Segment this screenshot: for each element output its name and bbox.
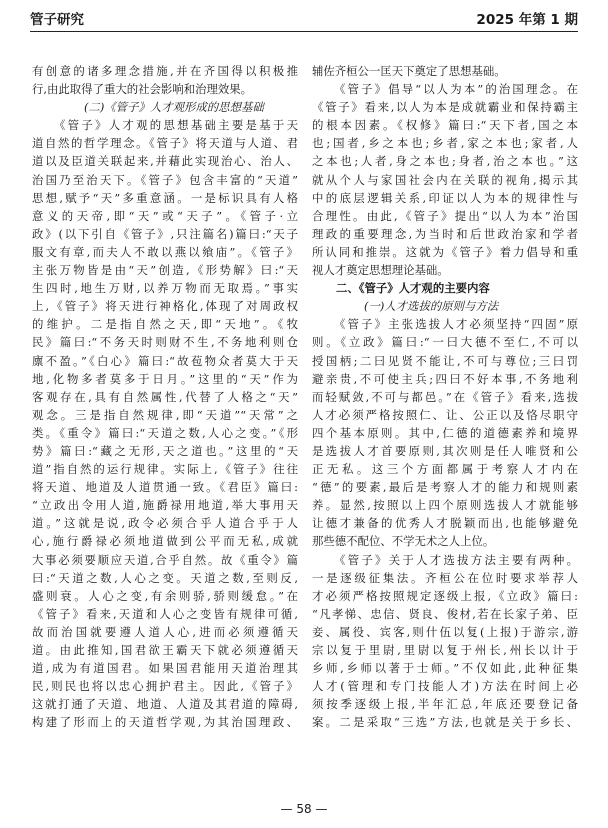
page-number: — 58 — [280,802,328,816]
text-line: 才必须严格按照规定逐级上报,《立政》篇曰: [312,588,578,603]
text-line: 主张万物皆是由“天”创造,《形势解》曰:“天 [32,263,298,278]
text-line: 地,化物多者莫多于日月。”这里的“天”作为 [32,371,298,386]
paragraph-end-line: 视人才奠定思想理论基础。 [312,263,449,278]
paragraph-start-line: 《管子》主张选拔人才必须坚持“四固”原 [334,317,578,332]
text-line: “凡孝悌、忠信、贤良、俊材,若在长家子弟、臣 [312,606,578,621]
text-line: 意义的天帝,即“天”或“天子”。《管子·立 [32,208,298,223]
text-line: 思想,赋予“天”多重意涵。一是标识具有人格 [32,190,298,205]
text-line: 就从个人与家国社会内在关联的视角,揭示其 [312,172,578,187]
text-line: 的根本因素。《权修》篇曰:“天下者,国之本 [312,118,578,133]
text-line: 乡师,乡师以著于士师。”不仅如此,此种征集 [312,661,578,676]
text-line: 生四时,地生万财,以养万物而无取焉。”事实 [32,281,298,296]
text-line: 《管子》看来,以人为本是成就霸业和保持霸主 [312,100,578,115]
text-line: 人才(管理和专门技能人才)方法在时间上必 [312,679,578,694]
text-line: 合理性。由此,《管子》提出“以人为本”治国 [312,208,578,223]
text-line: 案。二是采取“三选”方法,也就是关于乡长、 [312,715,578,730]
text-line: 是选拔人才首要原则,其次则是任人唯贤和公 [312,443,578,458]
text-line: 势》篇曰:“藏之无形,天之道也。”这里的“天 [32,443,298,458]
text-line: 心,施行爵禄必须地道做到公平而无私,成就 [32,534,298,549]
text-line: 类。《重令》篇曰:“天道之数,人心之变。”《形 [32,425,298,440]
text-line: 所认同和推崇。这就为《管子》着力倡导和重 [312,244,578,259]
text-line: 而轻赋敛,不可与都邑。”在《管子》看来,选拔 [312,389,578,404]
text-line: 民》篇曰:“不务天时则财不生,不务地利则仓 [32,335,298,350]
text-line: 理政的重要理念,为当时和后世政治家和学者 [312,226,578,241]
text-line: 构建了形而上的天道哲学观,为其治国理政、 [32,715,298,730]
text-line: 道自然的哲学理念。《管子》将天道与人道、君 [32,136,298,151]
text-line: 一是逐级征集法。齐桓公在位时要求举荐人 [312,570,578,585]
journal-title: 管子研究 [30,12,84,28]
text-line: 养。显然,按照以上四个原则选拔人才就能够 [312,498,578,513]
text-line: 宗以复于里尉,里尉以复于州长,州长以计于 [312,643,578,657]
text-line: 须按季逐级上报,半年汇总,年底还要登记备 [312,697,578,712]
text-line: 政》(以下引自《管子》,只注篇名)篇曰:“天子 [32,226,298,241]
text-line: 道,成为有道国君。如果国君能用天道治理其 [32,661,298,676]
paragraph-end-line: 行,由此取得了重大的社会影响和治理效果。 [32,82,253,97]
text-line: 故而治国就要遵人道人心,进而必须遵循天 [32,624,298,639]
text-line: 妾、属役、宾客,则什伍以复(上报)于游宗,游 [312,624,578,639]
text-line: 正无私。这三个方面都属于考察人才内在 [312,462,578,477]
right-column [312,62,578,731]
text-line: 服文有章,而夫人不敢以燕以飨庙”。《管子》 [32,244,298,259]
text-line: 四个基本原则。其中,仁德的道德素养和境界 [312,425,578,440]
paragraph-end-line: 那些德不配位、不学无术之人上位。 [312,534,495,549]
text-line: 之本也;人者,身之本也;身者,治之本也。”这 [312,154,578,169]
text-line: 也;国者,乡之本也;乡者,家之本也;家者,人 [312,136,578,151]
issue-label: 2025 年第 1 期 [476,12,578,28]
text-line: 曰:“天道之数,人心之变。天道之数,至则反, [32,570,298,585]
text-line: 则。《立政》篇曰:“一曰大德不至仁,不可以 [312,335,578,350]
paragraph-start-line: 《管子》人才观的思想基础主要是基于天 [54,118,298,133]
text-line: “德”的要素,最后是考察人才的能力和规则素 [312,480,578,495]
text-line: 客观存在,具有自然属性,代替了人格之“天” [32,389,298,404]
left-column [32,62,298,731]
text-line: 道。”这就是说,政令必须合乎人道合乎于人 [32,516,298,531]
text-line: 这就打通了天道、地道、人道及其君道的障碍, [32,697,298,712]
text-line: 民,则民也将以忠心拥护君主。因此,《管子》 [32,679,298,694]
text-line: 道。由此推知,国君欲王霸天下就必须遵循天 [32,643,298,657]
section-heading: 二、《管子》人才观的主要内容 [336,281,490,296]
text-line: 廪不盈。”《白心》篇曰:“故苞物众者莫大于天 [32,353,298,368]
text-line: 人才必须严格按照仁、让、公正以及恪尽职守 [312,407,578,422]
text-line: 治国乃至治天下。《管子》包含丰富的“天道” [32,172,298,187]
subsection-heading: (二)《管子》人才观形成的思想基础 [84,100,264,115]
text-line: 的维护。二是指自然之天,即“天地”。《牧 [32,317,298,332]
text-line: 大事必须要顺应天道,合乎自然。故《重令》篇 [32,552,298,567]
running-header [30,7,578,32]
paragraph-end-line: 辅佐齐桓公一匡天下奠定了思想基础。 [312,64,506,78]
text-line: 避亲贵,不可使主兵;四曰不好本事,不务地利 [312,371,578,386]
paragraph-start-line: 《管子》关于人才选拔方法主要有两种。 [334,552,578,567]
text-line: 《管子》看来,天道和人心之变皆有规律可循, [32,606,298,621]
paragraph-start-line: 《管子》倡导“以人为本”的治国理念。在 [334,82,578,97]
text-line: 上,《管子》将天进行神格化,体现了对周政权 [32,299,298,314]
text-line: 观念。三是指自然规律,即“天道”“天常”之 [32,407,298,422]
text-line: 盛则衰。人心之变,有余则骄,骄则缓怠。”在 [32,588,298,603]
text-line: 有创意的诸多理念措施,并在齐国得以积极推 [32,64,298,78]
text-line: 中的底层逻辑关系,印证以人为本的规律性与 [312,190,578,205]
text-line: 让德才兼备的优秀人才脱颖而出,也能够避免 [312,516,578,531]
subsection-heading: (一)人才选拔的原则与方法 [364,299,499,314]
text-line: 将天道、地道及人道贯通一致。《君臣》篇曰: [32,480,298,495]
text-line: 道”指自然的运行规律。实际上,《管子》往往 [32,462,298,477]
text-line: “立政出令用人道,施爵禄用地道,举大事用天 [32,498,298,513]
text-line: 道以及臣道关联起来,并藉此实现治心、治人、 [32,154,298,169]
text-line: 授国柄;二曰见贤不能让,不可与尊位;三曰罚 [312,353,578,368]
